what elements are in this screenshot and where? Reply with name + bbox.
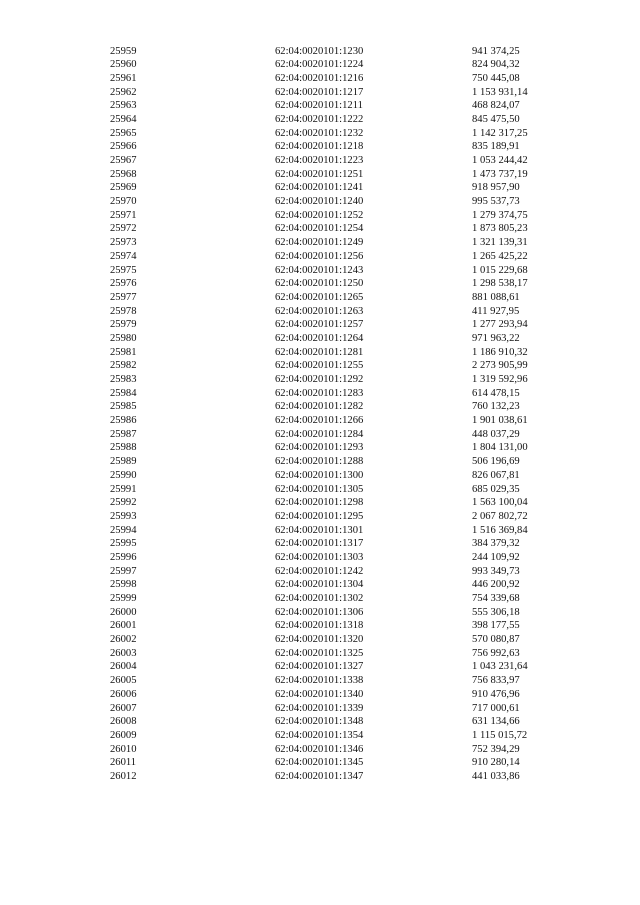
cadastral-value: 1 265 425,22 — [472, 250, 528, 262]
cadastral-number: 62:04:0020101:1345 — [275, 757, 364, 769]
cadastral-value: 1 186 910,32 — [472, 346, 528, 358]
table-row — [0, 715, 640, 729]
row-number: 25975 — [110, 264, 137, 276]
cadastral-value: 1 153 931,14 — [472, 86, 528, 98]
cadastral-number: 62:04:0020101:1318 — [275, 620, 364, 632]
table-row — [0, 414, 640, 428]
cadastral-number: 62:04:0020101:1301 — [275, 524, 364, 536]
table-row — [0, 86, 640, 100]
row-number: 25983 — [110, 374, 137, 385]
row-number: 26010 — [110, 743, 137, 755]
table-row — [0, 619, 640, 633]
table-row — [0, 140, 640, 154]
table-row — [0, 387, 640, 401]
cadastral-number: 62:04:0020101:1211 — [275, 100, 363, 112]
table-row — [0, 58, 640, 72]
cadastral-number: 62:04:0020101:1346 — [275, 743, 364, 755]
row-number: 25966 — [110, 141, 137, 153]
table-row — [0, 113, 640, 127]
cadastral-number: 62:04:0020101:1354 — [275, 729, 364, 741]
cadastral-number: 62:04:0020101:1249 — [275, 237, 364, 249]
row-number: 25988 — [110, 442, 137, 454]
cadastral-value: 752 394,29 — [472, 743, 520, 755]
row-number: 25959 — [110, 45, 137, 57]
cadastral-value: 750 445,08 — [472, 72, 520, 84]
cadastral-value: 384 379,32 — [472, 538, 520, 550]
table-row — [0, 305, 640, 319]
cadastral-number: 62:04:0020101:1348 — [275, 716, 364, 728]
data-table — [0, 45, 640, 784]
cadastral-number: 62:04:0020101:1264 — [275, 332, 364, 344]
row-number: 25967 — [110, 155, 137, 166]
table-row — [0, 702, 640, 716]
row-number: 25991 — [110, 483, 137, 495]
cadastral-number: 62:04:0020101:1266 — [275, 415, 364, 427]
cadastral-number: 62:04:0020101:1338 — [275, 675, 364, 687]
row-number: 26001 — [110, 620, 137, 632]
table-row — [0, 524, 640, 538]
cadastral-value: 835 189,91 — [472, 141, 520, 153]
row-number: 25973 — [110, 237, 137, 249]
row-number: 25979 — [110, 319, 137, 331]
table-row — [0, 72, 640, 86]
table-row — [0, 332, 640, 346]
row-number: 25969 — [110, 182, 137, 194]
table-row — [0, 236, 640, 250]
cadastral-number: 62:04:0020101:1303 — [275, 551, 364, 563]
cadastral-number: 62:04:0020101:1251 — [275, 168, 364, 180]
row-number: 26005 — [110, 675, 137, 687]
table-row — [0, 441, 640, 455]
cadastral-value: 1 516 369,84 — [472, 524, 528, 536]
table-row — [0, 222, 640, 236]
cadastral-number: 62:04:0020101:1305 — [275, 483, 364, 495]
table-row — [0, 346, 640, 360]
row-number: 25974 — [110, 250, 137, 262]
cadastral-number: 62:04:0020101:1292 — [275, 374, 364, 385]
cadastral-value: 2 067 802,72 — [472, 510, 528, 522]
cadastral-number: 62:04:0020101:1242 — [275, 565, 364, 577]
cadastral-value: 631 134,66 — [472, 716, 520, 728]
cadastral-number: 62:04:0020101:1325 — [275, 647, 364, 659]
cadastral-number: 62:04:0020101:1218 — [275, 141, 364, 153]
cadastral-value: 845 475,50 — [472, 113, 520, 125]
table-row — [0, 400, 640, 414]
row-number: 25985 — [110, 401, 137, 413]
cadastral-value: 1 115 015,72 — [472, 729, 528, 741]
table-row — [0, 592, 640, 606]
cadastral-value: 756 992,63 — [472, 647, 520, 659]
row-number: 25998 — [110, 579, 137, 591]
cadastral-number: 62:04:0020101:1298 — [275, 497, 364, 509]
cadastral-number: 62:04:0020101:1295 — [275, 510, 364, 522]
row-number: 25971 — [110, 209, 137, 221]
cadastral-value: 971 963,22 — [472, 332, 520, 344]
cadastral-number: 62:04:0020101:1304 — [275, 579, 364, 591]
cadastral-number: 62:04:0020101:1347 — [275, 770, 364, 782]
table-row — [0, 510, 640, 524]
table-row — [0, 181, 640, 195]
cadastral-number: 62:04:0020101:1306 — [275, 606, 364, 618]
table-row — [0, 606, 640, 620]
cadastral-number: 62:04:0020101:1263 — [275, 305, 364, 317]
cadastral-number: 62:04:0020101:1302 — [275, 593, 364, 604]
cadastral-value: 1 873 805,23 — [472, 223, 528, 235]
table-row — [0, 469, 640, 483]
cadastral-value: 826 067,81 — [472, 469, 520, 481]
cadastral-number: 62:04:0020101:1255 — [275, 360, 364, 372]
row-number: 25965 — [110, 127, 137, 139]
row-number: 25984 — [110, 387, 137, 399]
table-row — [0, 264, 640, 278]
row-number: 25995 — [110, 538, 137, 550]
cadastral-value: 244 109,92 — [472, 551, 520, 563]
table-row — [0, 428, 640, 442]
cadastral-value: 754 339,68 — [472, 593, 520, 604]
cadastral-number: 62:04:0020101:1230 — [275, 45, 364, 57]
cadastral-value: 468 824,07 — [472, 100, 520, 112]
row-number: 25996 — [110, 551, 137, 563]
row-number: 25972 — [110, 223, 137, 235]
row-number: 26002 — [110, 634, 137, 646]
row-number: 25968 — [110, 168, 137, 180]
row-number: 25990 — [110, 469, 137, 481]
cadastral-value: 2 273 905,99 — [472, 360, 528, 372]
cadastral-value: 995 537,73 — [472, 196, 520, 208]
cadastral-value: 1 804 131,00 — [472, 442, 528, 454]
cadastral-value: 1 473 737,19 — [472, 168, 528, 180]
table-row — [0, 756, 640, 770]
table-row — [0, 455, 640, 469]
row-number: 26006 — [110, 688, 137, 700]
row-number: 25994 — [110, 524, 137, 536]
table-row — [0, 647, 640, 661]
cadastral-value: 760 132,23 — [472, 401, 520, 413]
cadastral-value: 1 298 538,17 — [472, 278, 528, 290]
cadastral-value: 910 476,96 — [472, 688, 520, 700]
cadastral-value: 1 279 374,75 — [472, 209, 528, 221]
row-number: 26008 — [110, 716, 137, 728]
table-row — [0, 373, 640, 387]
cadastral-number: 62:04:0020101:1282 — [275, 401, 364, 413]
cadastral-number: 62:04:0020101:1241 — [275, 182, 364, 194]
cadastral-value: 446 200,92 — [472, 579, 520, 591]
row-number: 25963 — [110, 100, 137, 112]
row-number: 25981 — [110, 346, 137, 358]
cadastral-number: 62:04:0020101:1250 — [275, 278, 364, 290]
table-row — [0, 483, 640, 497]
row-number: 26011 — [110, 757, 137, 769]
table-row — [0, 291, 640, 305]
cadastral-value: 441 033,86 — [472, 770, 520, 782]
cadastral-number: 62:04:0020101:1339 — [275, 702, 364, 714]
row-number: 25976 — [110, 278, 137, 290]
row-number: 25978 — [110, 305, 137, 317]
table-row — [0, 318, 640, 332]
table-row — [0, 537, 640, 551]
cadastral-value: 448 037,29 — [472, 428, 520, 440]
cadastral-number: 62:04:0020101:1223 — [275, 155, 364, 166]
cadastral-number: 62:04:0020101:1240 — [275, 196, 364, 208]
cadastral-number: 62:04:0020101:1320 — [275, 634, 364, 646]
cadastral-value: 614 478,15 — [472, 387, 520, 399]
cadastral-value: 1 053 244,42 — [472, 155, 528, 166]
cadastral-value: 1 142 317,25 — [472, 127, 528, 139]
table-row — [0, 743, 640, 757]
cadastral-value: 506 196,69 — [472, 456, 520, 468]
cadastral-value: 918 957,90 — [472, 182, 520, 194]
cadastral-value: 717 000,61 — [472, 702, 520, 714]
table-row — [0, 195, 640, 209]
cadastral-value: 881 088,61 — [472, 291, 520, 303]
table-row — [0, 277, 640, 291]
table-row — [0, 359, 640, 373]
row-number: 26009 — [110, 729, 137, 741]
cadastral-value: 555 306,18 — [472, 606, 520, 618]
table-row — [0, 99, 640, 113]
table-row — [0, 660, 640, 674]
row-number: 25986 — [110, 415, 137, 427]
table-row — [0, 551, 640, 565]
row-number: 25999 — [110, 593, 137, 604]
table-row — [0, 154, 640, 168]
cadastral-value: 1 901 038,61 — [472, 415, 528, 427]
cadastral-number: 62:04:0020101:1216 — [275, 72, 364, 84]
table-row — [0, 729, 640, 743]
table-row — [0, 578, 640, 592]
cadastral-number: 62:04:0020101:1217 — [275, 86, 364, 98]
table-row — [0, 127, 640, 141]
cadastral-value: 411 927,95 — [472, 305, 520, 317]
row-number: 25977 — [110, 291, 137, 303]
row-number: 26003 — [110, 647, 137, 659]
cadastral-value: 910 280,14 — [472, 757, 520, 769]
cadastral-number: 62:04:0020101:1222 — [275, 113, 364, 125]
cadastral-value: 756 833,97 — [472, 675, 520, 687]
row-number: 25989 — [110, 456, 137, 468]
cadastral-value: 941 374,25 — [472, 45, 520, 57]
cadastral-number: 62:04:0020101:1254 — [275, 223, 364, 235]
row-number: 25993 — [110, 510, 137, 522]
cadastral-value: 685 029,35 — [472, 483, 520, 495]
table-row — [0, 565, 640, 579]
cadastral-number: 62:04:0020101:1256 — [275, 250, 364, 262]
cadastral-number: 62:04:0020101:1232 — [275, 127, 364, 139]
row-number: 25987 — [110, 428, 137, 440]
table-row — [0, 168, 640, 182]
cadastral-value: 993 349,73 — [472, 565, 520, 577]
cadastral-value: 1 277 293,94 — [472, 319, 528, 331]
cadastral-value: 1 321 139,31 — [472, 237, 528, 249]
row-number: 25980 — [110, 332, 137, 344]
cadastral-number: 62:04:0020101:1327 — [275, 661, 364, 673]
row-number: 25982 — [110, 360, 137, 372]
cadastral-number: 62:04:0020101:1243 — [275, 264, 364, 276]
table-row — [0, 674, 640, 688]
cadastral-value: 570 080,87 — [472, 634, 520, 646]
cadastral-value: 1 563 100,04 — [472, 497, 528, 509]
table-row — [0, 770, 640, 784]
row-number: 25961 — [110, 72, 137, 84]
row-number: 25964 — [110, 113, 137, 125]
cadastral-number: 62:04:0020101:1293 — [275, 442, 364, 454]
cadastral-number: 62:04:0020101:1317 — [275, 538, 364, 550]
cadastral-value: 1 319 592,96 — [472, 374, 528, 385]
cadastral-number: 62:04:0020101:1340 — [275, 688, 364, 700]
cadastral-number: 62:04:0020101:1281 — [275, 346, 364, 358]
table-row — [0, 633, 640, 647]
row-number: 25962 — [110, 86, 137, 98]
row-number: 26007 — [110, 702, 137, 714]
cadastral-number: 62:04:0020101:1300 — [275, 469, 364, 481]
cadastral-number: 62:04:0020101:1288 — [275, 456, 364, 468]
cadastral-number: 62:04:0020101:1283 — [275, 387, 364, 399]
row-number: 26012 — [110, 770, 137, 782]
row-number: 26004 — [110, 661, 137, 673]
cadastral-value: 824 904,32 — [472, 59, 520, 71]
cadastral-number: 62:04:0020101:1284 — [275, 428, 364, 440]
table-row — [0, 496, 640, 510]
table-row — [0, 45, 640, 59]
row-number: 26000 — [110, 606, 137, 618]
table-row — [0, 250, 640, 264]
cadastral-value: 398 177,55 — [472, 620, 520, 632]
table-row — [0, 209, 640, 223]
row-number: 25960 — [110, 59, 137, 71]
row-number: 25992 — [110, 497, 137, 509]
cadastral-value: 1 015 229,68 — [472, 264, 528, 276]
row-number: 25970 — [110, 196, 137, 208]
row-number: 25997 — [110, 565, 137, 577]
table-row — [0, 688, 640, 702]
cadastral-number: 62:04:0020101:1265 — [275, 291, 364, 303]
cadastral-number: 62:04:0020101:1257 — [275, 319, 364, 331]
cadastral-number: 62:04:0020101:1224 — [275, 59, 364, 71]
cadastral-number: 62:04:0020101:1252 — [275, 209, 364, 221]
cadastral-value: 1 043 231,64 — [472, 661, 528, 673]
